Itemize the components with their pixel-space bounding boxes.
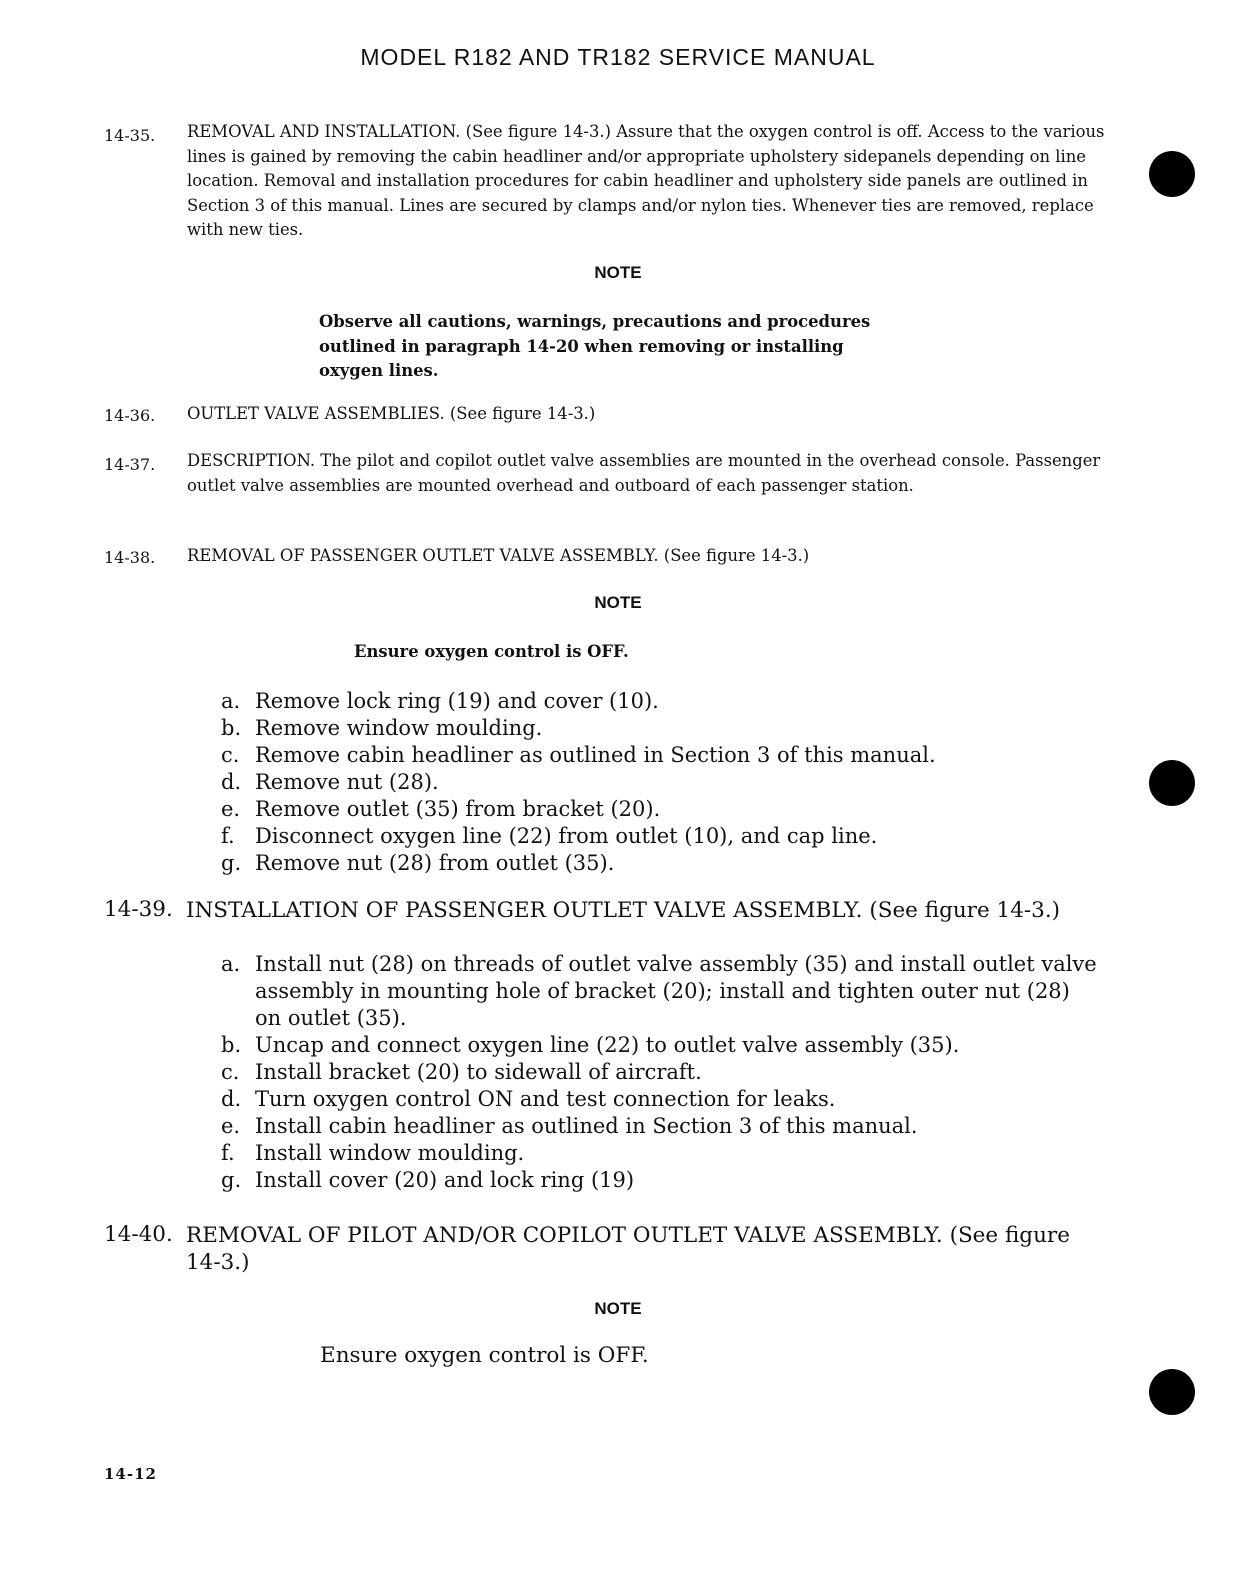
install-steps-list xyxy=(221,951,1101,1194)
section-text-14-35: REMOVAL AND INSTALLATION. (See figure 14-3.) Assure that the oxygen control is off. Access to the various lines is gained by removing the cabin headliner and/or appropriate upholstery sidepanels depending on line location. Removal and installation procedures for cabin headliner and upholstery side panels are outlined in Section 3 of this manual. Lines are secured by clamps and/or nylon ties. Whenever ties are removed, replace with new ties. xyxy=(187,122,1105,240)
section-text-14-39: INSTALLATION OF PASSENGER OUTLET VALVE ASSEMBLY. (See figure 14-3.) xyxy=(186,898,1061,923)
list-item: a. Install nut (28) on threads of outlet valve assembly (35) and install outlet valve assembly in mounting hole of bracket (20); install and tighten outer nut (28) on outlet (35). xyxy=(221,952,1097,1030)
list-item: f. Disconnect oxygen line (22) from outlet (10), and cap line. xyxy=(221,824,878,848)
section-text-14-38: REMOVAL OF PASSENGER OUTLET VALVE ASSEMBLY. (See figure 14-3.) xyxy=(187,546,810,565)
list-item: c. Remove cabin headliner as outlined in Section 3 of this manual. xyxy=(221,743,936,767)
punch-hole-top xyxy=(1149,151,1195,197)
punch-hole-bottom xyxy=(1149,1369,1195,1415)
punch-hole-middle xyxy=(1149,760,1195,806)
list-item: b. Uncap and connect oxygen line (22) to outlet valve assembly (35). xyxy=(221,1033,960,1057)
list-item: d. Turn oxygen control ON and test connection for leaks. xyxy=(221,1087,836,1111)
list-item: g. Install cover (20) and lock ring (19) xyxy=(221,1168,635,1192)
note-body-2: Ensure oxygen control is OFF. xyxy=(354,642,629,661)
section-text-14-40: REMOVAL OF PILOT AND/OR COPILOT OUTLET VALVE ASSEMBLY. (See figure 14-3.) xyxy=(186,1223,1070,1275)
section-number-14-35: 14-35. xyxy=(104,126,156,145)
section-number-14-40: 14-40. xyxy=(104,1222,173,1247)
note-heading-2: NOTE xyxy=(594,593,642,612)
list-item: c. Install bracket (20) to sidewall of aircraft. xyxy=(221,1060,702,1084)
removal-steps-list xyxy=(221,688,1101,877)
list-item: f. Install window moulding. xyxy=(221,1141,525,1165)
note-body-1: Observe all cautions, warnings, precautions and procedures outlined in paragraph 14-20 when removing or installing oxygen lines. xyxy=(319,312,871,380)
section-text-14-37: DESCRIPTION. The pilot and copilot outlet valve assemblies are mounted in the overhead console. Passenger outlet valve assemblies are mounted overhead and outboard of each passenger station. xyxy=(187,451,1101,495)
list-item: g. Remove nut (28) from outlet (35). xyxy=(221,851,615,875)
list-item: e. Install cabin headliner as outlined in Section 3 of this manual. xyxy=(221,1114,918,1138)
section-number-14-39: 14-39. xyxy=(104,897,173,922)
list-item: a. Remove lock ring (19) and cover (10). xyxy=(221,689,659,713)
section-number-14-38: 14-38. xyxy=(104,548,156,567)
list-item: b. Remove window moulding. xyxy=(221,716,543,740)
note-heading-3: NOTE xyxy=(594,1299,642,1318)
page-header-title: MODEL R182 AND TR182 SERVICE MANUAL xyxy=(360,44,876,70)
list-item: d. Remove nut (28). xyxy=(221,770,439,794)
list-item: e. Remove outlet (35) from bracket (20). xyxy=(221,797,661,821)
section-number-14-37: 14-37. xyxy=(104,455,156,474)
note-heading-1: NOTE xyxy=(594,263,642,282)
section-number-14-36: 14-36. xyxy=(104,406,156,425)
note-body-3: Ensure oxygen control is OFF. xyxy=(320,1343,649,1368)
section-text-14-36: OUTLET VALVE ASSEMBLIES. (See figure 14-3.) xyxy=(187,404,596,423)
page-number: 14-12 xyxy=(104,1465,157,1483)
